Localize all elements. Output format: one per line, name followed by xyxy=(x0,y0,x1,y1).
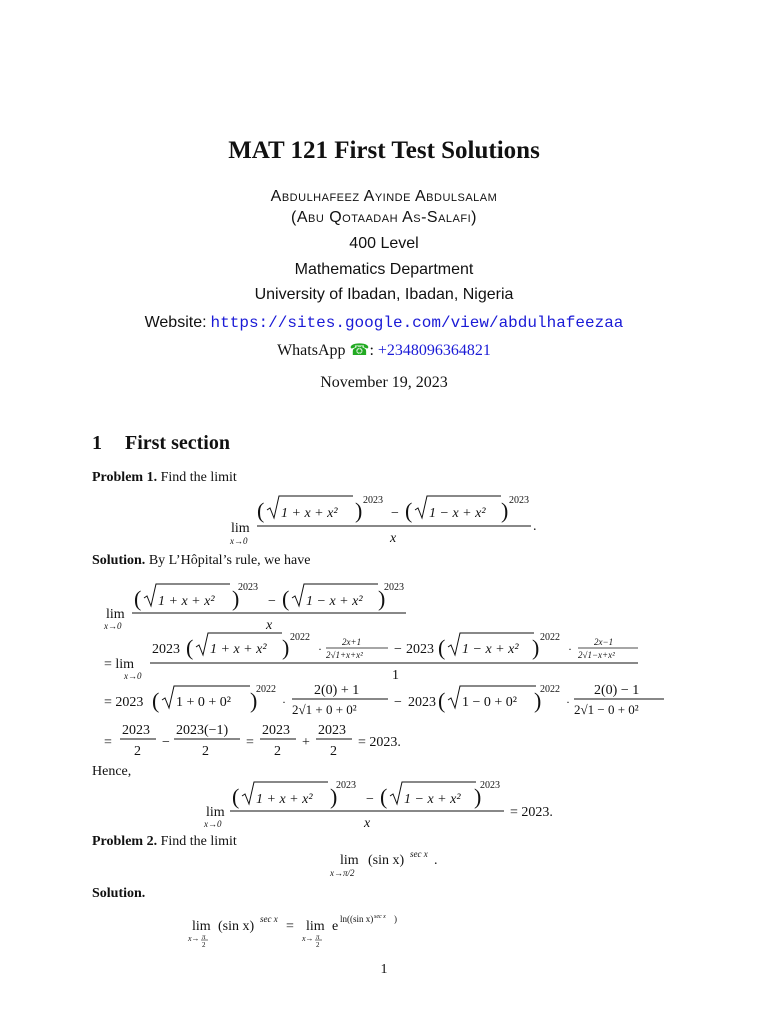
author-alias: (Abu Qotaadah As-Salafi) xyxy=(291,209,477,226)
svg-text:2023: 2023 xyxy=(480,780,500,791)
document-date: November 19, 2023 xyxy=(320,374,448,391)
svg-text:π: π xyxy=(202,933,206,941)
hence-result: = 2023. xyxy=(510,805,553,820)
sqrt-plus-text: 1 + x + x² xyxy=(281,506,338,521)
author-level: 400 Level xyxy=(349,235,419,252)
svg-text:2√1 − 0 + 0²: 2√1 − 0 + 0² xyxy=(574,702,639,717)
svg-text:sec x: sec x xyxy=(374,914,386,920)
svg-text:(: ( xyxy=(186,635,194,660)
hence-text: Hence, xyxy=(92,764,132,779)
svg-text:(sin x): (sin x) xyxy=(218,919,255,934)
svg-text:x→π/2: x→π/2 xyxy=(330,868,355,878)
svg-text:(: ( xyxy=(438,688,446,713)
svg-text:2: 2 xyxy=(274,744,281,759)
svg-text:sec x: sec x xyxy=(260,914,278,924)
svg-text:2022: 2022 xyxy=(540,632,560,643)
svg-text:): ) xyxy=(534,688,542,713)
svg-text:2: 2 xyxy=(134,744,141,759)
svg-text:2023: 2023 xyxy=(406,642,434,657)
svg-text:x→: x→ xyxy=(302,934,314,943)
svg-text:(: ( xyxy=(282,586,290,611)
denominator-x: x xyxy=(390,531,397,546)
svg-text:(sin x): (sin x) xyxy=(368,853,405,868)
svg-text:2: 2 xyxy=(202,744,209,759)
svg-text:(: ( xyxy=(380,784,388,809)
svg-text:−: − xyxy=(162,735,170,750)
lim-text: lim xyxy=(231,521,250,536)
whatsapp-label: WhatsApp xyxy=(277,342,346,359)
svg-text:2022: 2022 xyxy=(256,684,276,695)
svg-text:+: + xyxy=(302,735,310,750)
svg-text:2023: 2023 xyxy=(408,695,436,710)
problem-1-statement xyxy=(92,470,237,486)
svg-text:x: x xyxy=(266,618,273,633)
svg-text:): ) xyxy=(282,635,290,660)
svg-text:2023: 2023 xyxy=(262,723,290,738)
svg-text:x→0: x→0 xyxy=(204,819,222,829)
problem-1-text: Find the limit xyxy=(160,470,237,485)
svg-text:.: . xyxy=(434,853,438,868)
svg-text:1 − 0 + 0²: 1 − 0 + 0² xyxy=(462,695,517,710)
svg-text:(: ( xyxy=(438,635,446,660)
whatsapp-sep: : xyxy=(369,342,374,359)
svg-text:1: 1 xyxy=(392,668,399,683)
svg-text:2023: 2023 xyxy=(152,642,180,657)
svg-text:): ) xyxy=(532,635,540,660)
equation-solution-2 xyxy=(188,910,428,955)
svg-text:sec x: sec x xyxy=(410,849,428,859)
sqrt-minus-text: 1 − x + x² xyxy=(429,506,486,521)
svg-text:1 − x + x²: 1 − x + x² xyxy=(404,792,461,807)
svg-text:2023: 2023 xyxy=(238,582,258,593)
equation-problem-2 xyxy=(330,846,450,885)
equation-solution-line-2 xyxy=(104,680,664,725)
svg-text:·: · xyxy=(282,695,286,709)
section-number: 1 xyxy=(92,432,102,454)
whatsapp-number-link[interactable]: +2348096364821 xyxy=(377,342,491,359)
equation-problem-1 xyxy=(225,488,555,553)
svg-text:·: · xyxy=(568,642,572,656)
problem-2-text: Find the limit xyxy=(160,834,237,849)
exp-2023-b: 2023 xyxy=(509,495,529,506)
svg-text:=: = xyxy=(104,735,112,750)
svg-text:x→0: x→0 xyxy=(104,621,122,631)
equation-hence xyxy=(202,772,572,837)
svg-text:x→0: x→0 xyxy=(124,671,142,681)
svg-text:x: x xyxy=(364,816,371,831)
minus-sign: − xyxy=(391,506,399,521)
svg-text:2: 2 xyxy=(202,941,206,949)
solution-1-text: By L’Hôpital’s rule, we have xyxy=(148,553,311,568)
svg-text:1 + 0 + 0²: 1 + 0 + 0² xyxy=(176,695,231,710)
svg-text:2x−1: 2x−1 xyxy=(594,637,614,647)
svg-text:= 2023: = 2023 xyxy=(104,695,144,710)
equation-solution-line-3 xyxy=(104,720,424,767)
author-name: Abdulhafeez Ayinde Abdulsalam xyxy=(270,188,498,205)
paren-close-2: ) xyxy=(501,498,509,523)
svg-text:(: ( xyxy=(152,688,160,713)
svg-text:1 − x + x²: 1 − x + x² xyxy=(462,642,519,657)
page-number: 1 xyxy=(380,962,388,977)
svg-text:lim: lim xyxy=(206,805,225,820)
period: . xyxy=(533,519,537,534)
svg-text:lim: lim xyxy=(340,853,359,868)
phone-icon: ☎ xyxy=(349,342,370,359)
svg-text:1 + x + x²: 1 + x + x² xyxy=(210,642,267,657)
svg-text:lim: lim xyxy=(192,919,211,934)
svg-text:2023: 2023 xyxy=(318,723,346,738)
svg-text:ln((sin x): ln((sin x) xyxy=(340,914,374,924)
problem-1-label: Problem 1. xyxy=(92,470,158,485)
page-title: MAT 121 First Test Solutions xyxy=(228,137,540,164)
svg-text:): ) xyxy=(250,688,258,713)
svg-text:e: e xyxy=(332,919,339,934)
svg-text:2023: 2023 xyxy=(384,582,404,593)
svg-text:2√1−x+x²: 2√1−x+x² xyxy=(578,650,615,660)
svg-text:2√1 + 0 + 0²: 2√1 + 0 + 0² xyxy=(292,702,357,717)
svg-text:lim: lim xyxy=(106,607,125,622)
svg-text:1 + x + x²: 1 + x + x² xyxy=(256,792,313,807)
website-line xyxy=(0,314,768,332)
author-department: Mathematics Department xyxy=(294,261,474,278)
svg-text:−: − xyxy=(394,642,402,657)
svg-text:): ) xyxy=(378,586,386,611)
svg-text:2023: 2023 xyxy=(336,780,356,791)
svg-text:): ) xyxy=(394,914,397,924)
svg-text:x→: x→ xyxy=(188,934,200,943)
svg-text:2022: 2022 xyxy=(290,632,310,643)
svg-text:2(0) + 1: 2(0) + 1 xyxy=(314,683,360,698)
svg-text:lim: lim xyxy=(306,919,325,934)
paren-open: ( xyxy=(257,498,265,523)
svg-text:1 − x + x²: 1 − x + x² xyxy=(306,594,363,609)
svg-text:=: = xyxy=(286,919,294,934)
svg-text:2√1+x+x²: 2√1+x+x² xyxy=(326,650,363,660)
svg-text:): ) xyxy=(330,784,338,809)
paren-close: ) xyxy=(355,498,363,523)
svg-text:2x+1: 2x+1 xyxy=(342,637,362,647)
svg-text:): ) xyxy=(232,586,240,611)
paren-open-2: ( xyxy=(405,498,413,523)
svg-text:(: ( xyxy=(134,586,142,611)
svg-text:(: ( xyxy=(232,784,240,809)
solution-1-intro xyxy=(92,553,310,569)
lim-subscript: x→0 xyxy=(230,536,248,546)
svg-text:π: π xyxy=(316,933,320,941)
section-heading xyxy=(92,432,230,455)
svg-text:1 + x + x²: 1 + x + x² xyxy=(158,594,215,609)
svg-text:2022: 2022 xyxy=(540,684,560,695)
svg-text:−: − xyxy=(366,792,374,807)
svg-text:2: 2 xyxy=(316,941,320,949)
website-link[interactable]: https://sites.google.com/view/abdulhafeezaa xyxy=(210,314,624,332)
svg-text:2023: 2023 xyxy=(122,723,150,738)
solution-1-label: Solution. xyxy=(92,553,146,568)
svg-text:·: · xyxy=(318,642,322,656)
svg-text:−: − xyxy=(268,594,276,609)
svg-text:= 2023.: = 2023. xyxy=(358,735,401,750)
svg-text:= lim: = lim xyxy=(104,657,135,672)
author-university: University of Ibadan, Ibadan, Nigeria xyxy=(254,286,514,303)
problem-2-statement xyxy=(92,834,237,850)
problem-2-label: Problem 2. xyxy=(92,834,158,849)
svg-text:·: · xyxy=(566,695,570,709)
svg-text:2023(−1): 2023(−1) xyxy=(176,723,229,738)
exp-2023-a: 2023 xyxy=(363,495,383,506)
whatsapp-line xyxy=(0,340,768,360)
svg-text:): ) xyxy=(474,784,482,809)
svg-text:2(0) − 1: 2(0) − 1 xyxy=(594,683,640,698)
svg-text:=: = xyxy=(246,735,254,750)
svg-text:2: 2 xyxy=(330,744,337,759)
svg-text:−: − xyxy=(394,695,402,710)
website-label: Website: xyxy=(144,314,207,331)
section-title: First section xyxy=(125,432,230,454)
solution-2-label: Solution. xyxy=(92,886,146,901)
